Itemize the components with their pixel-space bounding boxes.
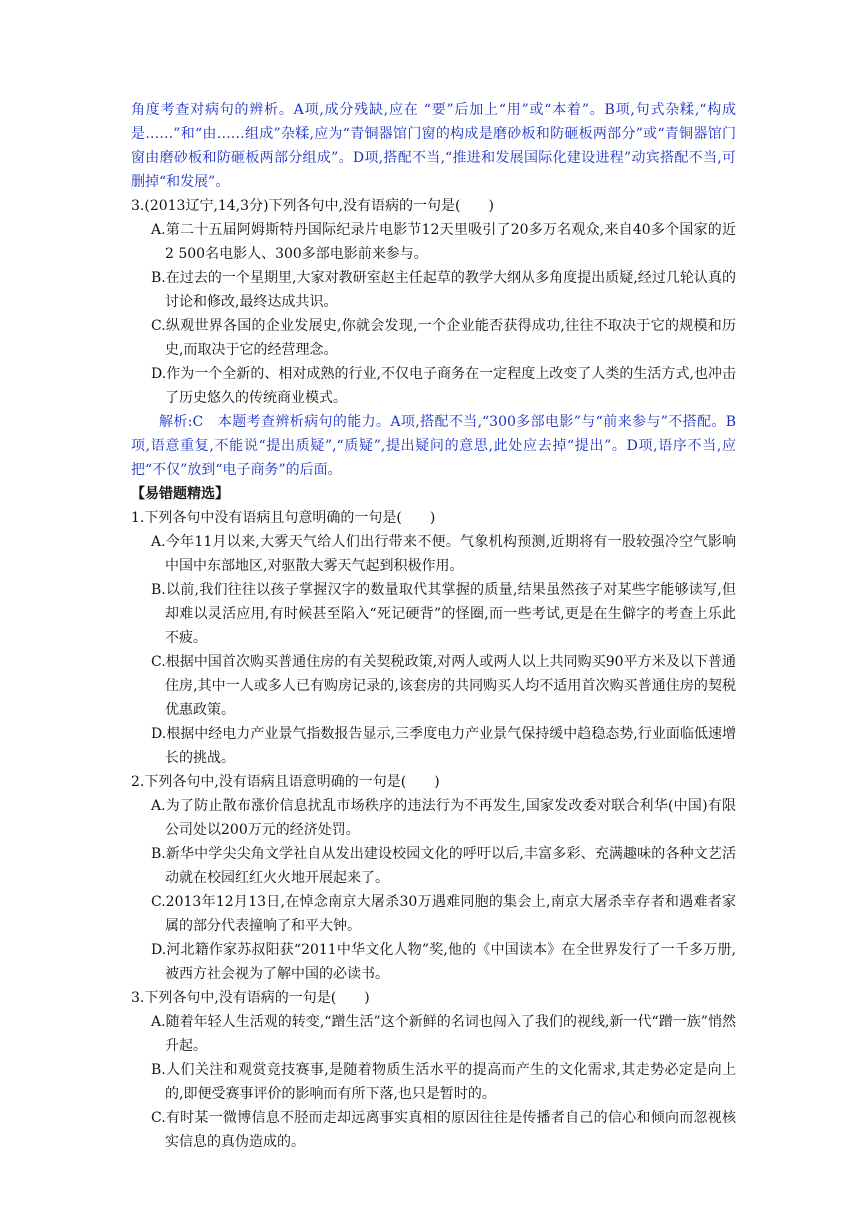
question-stem: 2.下列各句中,没有语病且语意明确的一句是( ): [131, 774, 440, 790]
option-d: D.根据中经电力产业景气指数报告显示,三季度电力产业景气保持缓中趋稳态势,行业面临低速增长的挑战。: [151, 726, 736, 766]
option-c: C.根据中国首次购买普通住房的有关契税政策,对两人或两人以上共同购买90平方米及以下普通住房,其中一人或多人已有购房记录的,该套房的共同购买人均不适用首次购买普通住房的契税优惠政策。: [151, 654, 736, 718]
option-c: C.有时某一微博信息不胫而走却远离事实真相的原因往往是传播者自己的信心和倾向而忽视核实信息的真伪造成的。: [151, 1110, 736, 1150]
option-c: C.2013年12月13日,在悼念南京大屠杀30万遇难同胞的集会上,南京大屠杀幸存者和遇难者家属的部分代表撞响了和平大钟。: [151, 894, 736, 934]
analysis-paragraph: 解析:C 本题考查辨析病句的能力。A项,搭配不当,“300多部电影”与“前来参与”不搭配。B项,语意重复,不能说“提出质疑”,“质疑”,提出疑问的意思,此处应去掉“提出”。D项,语序不当,应把“不仅”放到“电子商务”的后面。: [131, 414, 736, 478]
question-stem: 1.下列各句中没有语病且句意明确的一句是( ): [131, 510, 436, 526]
section-title: 【易错题精选】: [131, 486, 229, 502]
option-a: A.为了防止散布涨价信息扰乱市场秩序的违法行为不再发生,国家发改委对联合利华(中国)有限公司处以200万元的经济处罚。: [151, 798, 736, 838]
question-stem: 3.(2013辽宁,14,3分)下列各句中,没有语病的一句是( ): [131, 198, 494, 214]
option-b: B.新华中学尖尖角文学社自从发出建设校园文化的呼吁以后,丰富多彩、充满趣味的各种文艺活动就在校园红红火火地开展起来了。: [151, 846, 736, 886]
question-stem: 3.下列各句中,没有语病的一句是( ): [131, 990, 370, 1006]
option-a: A.随着年轻人生活观的转变,“蹭生活”这个新鲜的名词也闯入了我们的视线,新一代“蹭一族”悄然升起。: [151, 1014, 736, 1054]
option-d: D.作为一个全新的、相对成熟的行业,不仅电子商务在一定程度上改变了人类的生活方式,也冲击了历史悠久的传统商业模式。: [151, 366, 736, 406]
option-b: B.人们关注和观赏竞技赛事,是随着物质生活水平的提高而产生的文化需求,其走势必定是向上的,即便受赛事评价的影响而有所下落,也只是暂时的。: [151, 1062, 736, 1102]
option-a: A.第二十五届阿姆斯特丹国际纪录片电影节12天里吸引了20多万名观众,来自40多个国家的近2 500名电影人、300多部电影前来参与。: [151, 222, 736, 262]
document-body: [131, 98, 736, 1154]
option-a: A.今年11月以来,大雾天气给人们出行带来不便。气象机构预测,近期将有一股较强冷空气影响中国中东部地区,对驱散大雾天气起到积极作用。: [151, 534, 736, 574]
option-b: B.在过去的一个星期里,大家对教研室赵主任起草的教学大纲从多角度提出质疑,经过几轮认真的讨论和修改,最终达成共识。: [151, 270, 736, 310]
option-b: B.以前,我们往往以孩子掌握汉字的数量取代其掌握的质量,结果虽然孩子对某些字能够读写,但却难以灵活应用,有时候甚至陷入“死记硬背”的怪圈,而一些考试,更是在生僻字的考查上乐此不疲。: [151, 582, 736, 646]
option-d: D.河北籍作家苏叔阳获“2011中华文化人物”奖,他的《中国读本》在全世界发行了一千多万册,被西方社会视为了解中国的必读书。: [151, 942, 736, 982]
analysis-paragraph: 角度考查对病句的辨析。A项,成分残缺,应在 “要”后加上“用”或“本着”。B项,句式杂糅,“构成是……”和“由……组成”杂糅,应为“青铜器馆门窗的构成是磨砂板和防砸板两部分”或“青铜器馆门窗由磨砂板和防砸板两部分组成”。D项,搭配不当,“推进和发展国际化建设进程”动宾搭配不当,可删掉“和发展”。: [131, 102, 736, 190]
option-c: C.纵观世界各国的企业发展史,你就会发现,一个企业能否获得成功,往往不取决于它的规模和历史,而取决于它的经营理念。: [151, 318, 736, 358]
